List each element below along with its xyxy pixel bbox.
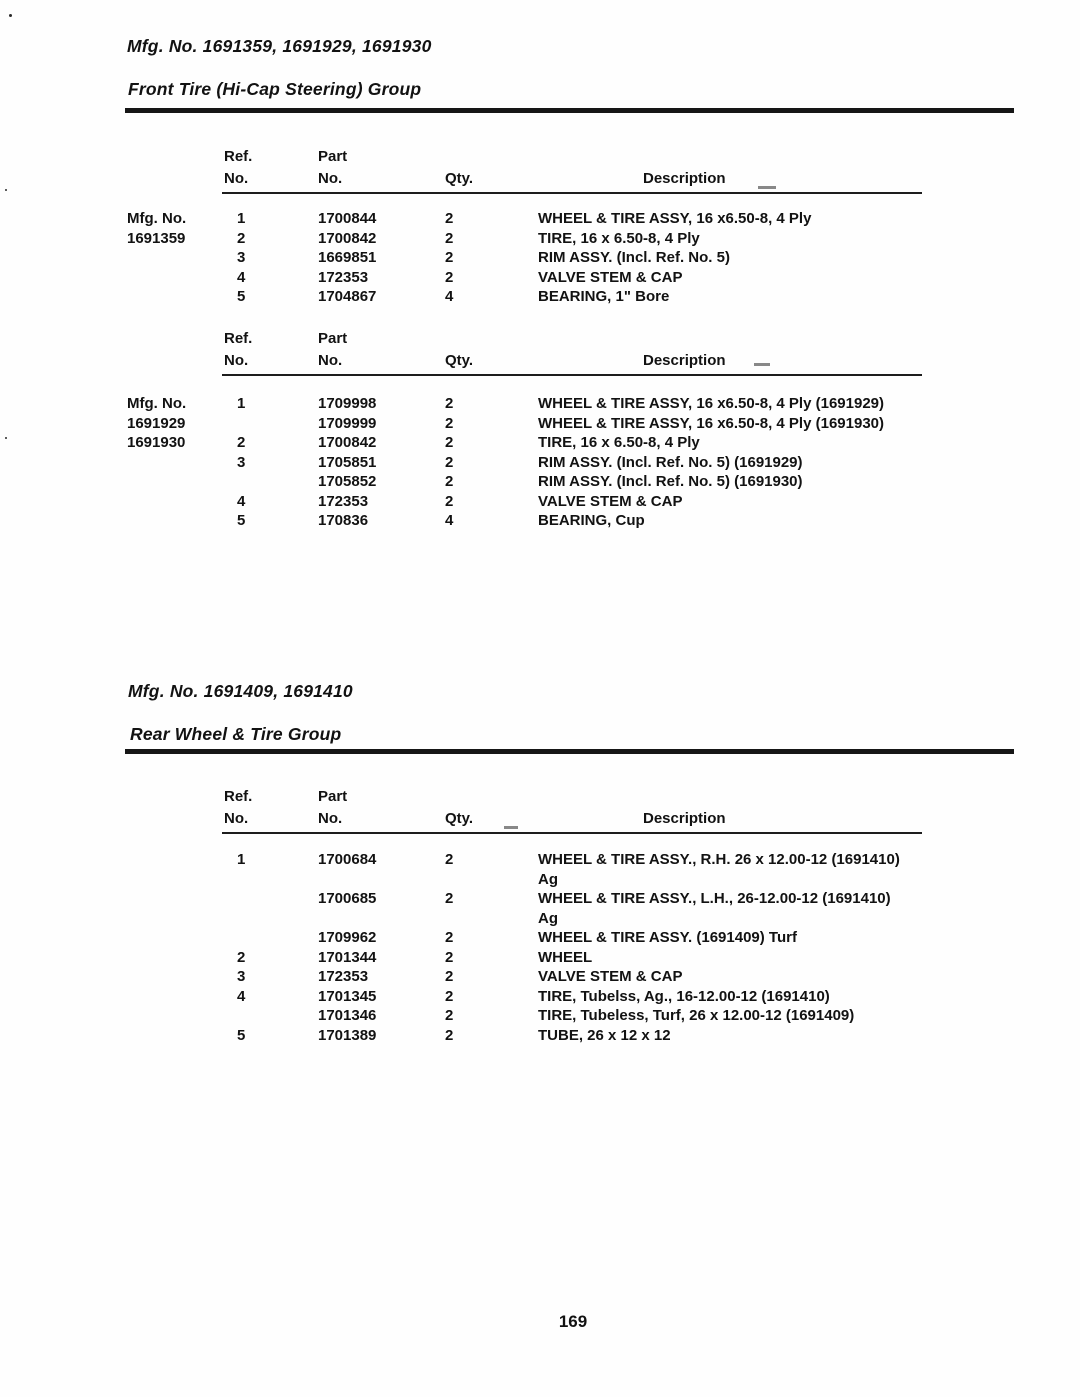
section-divider-rule bbox=[125, 108, 1014, 113]
table-header bbox=[222, 146, 930, 194]
ref-no-cell bbox=[222, 414, 317, 434]
qty-cell: 4 bbox=[445, 512, 454, 529]
col-header-description: Description bbox=[643, 810, 726, 827]
part-no-cell: 1700842 bbox=[318, 229, 377, 247]
table-row bbox=[222, 1026, 930, 1046]
table-header-rule bbox=[222, 374, 922, 376]
description-cell bbox=[538, 889, 930, 928]
col-header-part: Part bbox=[318, 330, 348, 347]
col-header-qty: Qty. bbox=[445, 810, 474, 827]
ref-no-cell: 5 bbox=[237, 1026, 246, 1044]
ref-no-cell: 5 bbox=[237, 512, 246, 529]
ref-no-cell bbox=[222, 889, 317, 928]
mfg-no-label-line: Mfg. No. bbox=[127, 210, 187, 227]
ref-no-cell bbox=[222, 1006, 317, 1026]
ref-no-cell: 2 bbox=[237, 948, 246, 966]
qty-cell: 2 bbox=[445, 268, 454, 286]
table-row bbox=[222, 394, 930, 414]
page-number: 169 bbox=[558, 1312, 588, 1331]
qty-cell: 2 bbox=[445, 249, 454, 266]
qty-cell: 2 bbox=[445, 395, 454, 412]
section-mfg-title: Mfg. No. 1691359, 1691929, 1691930 bbox=[127, 36, 432, 56]
ref-no-cell: 4 bbox=[237, 492, 246, 510]
table-header-row bbox=[222, 350, 930, 372]
ref-no-cell: 5 bbox=[237, 288, 246, 305]
table-header-rule bbox=[222, 192, 922, 194]
ref-no-cell: 3 bbox=[237, 968, 246, 985]
description-line: WHEEL & TIRE ASSY., L.H., 26-12.00-12 (1691410) bbox=[538, 890, 891, 907]
col-header-ref-no: No. bbox=[224, 810, 249, 827]
qty-cell: 2 bbox=[445, 1026, 454, 1044]
ref-no-cell: 2 bbox=[237, 434, 246, 451]
table-row bbox=[222, 987, 930, 1007]
mfg-no-label-line: Mfg. No. bbox=[127, 395, 187, 412]
mfg-no-label-line: 1691930 bbox=[127, 434, 186, 451]
section-group-title: Front Tire (Hi-Cap Steering) Group bbox=[128, 79, 422, 99]
table-row bbox=[222, 414, 930, 434]
table-header-row bbox=[222, 146, 930, 168]
col-header-ref: Ref. bbox=[224, 330, 253, 347]
description-cell: RIM ASSY. (Incl. Ref. No. 5) bbox=[538, 249, 730, 266]
section-divider-rule bbox=[125, 749, 1014, 754]
description-cell: BEARING, 1" Bore bbox=[538, 288, 670, 305]
table-row bbox=[222, 287, 930, 307]
part-no-cell: 1701344 bbox=[318, 948, 377, 966]
part-no-cell: 170836 bbox=[318, 512, 369, 529]
table-row bbox=[222, 248, 930, 268]
section-mfg-title: Mfg. No. 1691409, 1691410 bbox=[128, 681, 353, 701]
table-row bbox=[222, 268, 930, 288]
col-header-part-no: No. bbox=[318, 170, 343, 187]
mfg-no-label bbox=[127, 394, 186, 453]
qty-cell: 4 bbox=[445, 288, 454, 305]
part-no-cell: 172353 bbox=[318, 492, 369, 510]
description-cell: TIRE, 16 x 6.50-8, 4 Ply bbox=[538, 229, 700, 247]
col-header-ref-no: No. bbox=[224, 170, 249, 187]
ref-no-cell: 3 bbox=[237, 453, 246, 471]
table-row bbox=[222, 889, 930, 928]
part-no-cell: 1700684 bbox=[318, 851, 377, 868]
part-no-cell: 1700842 bbox=[318, 434, 377, 451]
col-header-part-no: No. bbox=[318, 352, 343, 369]
table-header-row bbox=[222, 168, 930, 190]
description-cell: WHEEL & TIRE ASSY, 16 x6.50-8, 4 Ply bbox=[538, 210, 812, 227]
qty-cell: 2 bbox=[445, 987, 454, 1005]
qty-cell: 2 bbox=[445, 890, 454, 907]
qty-cell: 2 bbox=[445, 929, 454, 946]
table-row bbox=[222, 453, 930, 473]
part-no-cell: 1704867 bbox=[318, 288, 377, 305]
col-header-part-no: No. bbox=[318, 810, 343, 827]
description-cell: RIM ASSY. (Incl. Ref. No. 5) (1691930) bbox=[538, 473, 803, 490]
table-row bbox=[222, 1006, 930, 1026]
description-cell: VALVE STEM & CAP bbox=[538, 268, 683, 286]
mfg-no-label-line: 1691359 bbox=[127, 229, 186, 247]
ref-no-cell bbox=[222, 928, 317, 948]
description-cell: VALVE STEM & CAP bbox=[538, 968, 683, 985]
table-row bbox=[222, 928, 930, 948]
description-cell: WHEEL & TIRE ASSY. (1691409) Turf bbox=[538, 929, 797, 946]
table-row bbox=[222, 492, 930, 512]
ref-no-cell: 1 bbox=[237, 851, 246, 868]
description-cell: WHEEL & TIRE ASSY, 16 x6.50-8, 4 Ply (1691929) bbox=[538, 395, 884, 412]
table-row bbox=[222, 511, 930, 531]
table-body bbox=[222, 850, 930, 1045]
description-line: Ag bbox=[538, 870, 558, 888]
description-cell: WHEEL bbox=[538, 948, 593, 966]
scan-artifact-dot bbox=[5, 437, 7, 439]
description-cell: TIRE, Tubelss, Ag., 16-12.00-12 (1691410) bbox=[538, 987, 830, 1005]
table-header-row bbox=[222, 786, 930, 808]
part-no-cell: 1709999 bbox=[318, 414, 377, 432]
description-line: Ag bbox=[538, 909, 558, 927]
col-header-description: Description bbox=[643, 170, 726, 187]
part-no-cell: 1700844 bbox=[318, 210, 377, 227]
col-header-ref-no: No. bbox=[224, 352, 249, 369]
description-cell bbox=[538, 850, 930, 889]
table-header-row bbox=[222, 328, 930, 350]
section-group-title: Rear Wheel & Tire Group bbox=[130, 724, 342, 744]
description-cell: TIRE, Tubeless, Turf, 26 x 12.00-12 (1691409) bbox=[538, 1007, 855, 1024]
table-header bbox=[222, 786, 930, 834]
ref-no-cell: 1 bbox=[237, 395, 246, 412]
part-no-cell: 172353 bbox=[318, 268, 369, 286]
part-no-cell: 1705852 bbox=[318, 473, 377, 490]
description-cell: RIM ASSY. (Incl. Ref. No. 5) (1691929) bbox=[538, 453, 803, 471]
qty-cell: 2 bbox=[445, 851, 454, 868]
description-cell: TUBE, 26 x 12 x 12 bbox=[538, 1026, 671, 1044]
table-row bbox=[222, 229, 930, 249]
qty-cell: 2 bbox=[445, 492, 454, 510]
qty-cell: 2 bbox=[445, 434, 454, 451]
part-no-cell: 1701345 bbox=[318, 987, 377, 1005]
ref-no-cell: 1 bbox=[237, 210, 246, 227]
ref-no-cell bbox=[222, 472, 317, 492]
table-header bbox=[222, 328, 930, 376]
part-no-cell: 1669851 bbox=[318, 249, 377, 266]
table-row bbox=[222, 850, 930, 889]
scan-artifact-dot bbox=[9, 14, 12, 17]
col-header-ref: Ref. bbox=[224, 148, 253, 165]
col-header-part: Part bbox=[318, 148, 348, 165]
mfg-no-label bbox=[127, 209, 186, 248]
col-header-qty: Qty. bbox=[445, 352, 474, 369]
part-no-cell: 1700685 bbox=[318, 890, 377, 907]
part-no-cell: 172353 bbox=[318, 968, 369, 985]
col-header-description: Description bbox=[643, 352, 726, 369]
table-row bbox=[222, 948, 930, 968]
description-cell: TIRE, 16 x 6.50-8, 4 Ply bbox=[538, 434, 700, 451]
col-header-part: Part bbox=[318, 788, 348, 805]
description-cell: VALVE STEM & CAP bbox=[538, 492, 683, 510]
ref-no-cell: 4 bbox=[237, 268, 246, 286]
table-row bbox=[222, 967, 930, 987]
ref-no-cell: 3 bbox=[237, 249, 246, 266]
qty-cell: 2 bbox=[445, 229, 454, 247]
description-cell: WHEEL & TIRE ASSY, 16 x6.50-8, 4 Ply (1691930) bbox=[538, 414, 884, 432]
table-header-rule bbox=[222, 832, 922, 834]
part-no-cell: 1705851 bbox=[318, 453, 377, 471]
qty-cell: 2 bbox=[445, 414, 454, 432]
qty-cell: 2 bbox=[445, 948, 454, 966]
part-no-cell: 1709962 bbox=[318, 929, 377, 946]
qty-cell: 2 bbox=[445, 473, 454, 490]
table-header-row bbox=[222, 808, 930, 830]
ref-no-cell: 4 bbox=[237, 987, 246, 1005]
scan-artifact-dot bbox=[5, 189, 7, 191]
qty-cell: 2 bbox=[445, 210, 454, 227]
col-header-ref: Ref. bbox=[224, 788, 253, 805]
part-no-cell: 1709998 bbox=[318, 395, 377, 412]
description-cell: BEARING, Cup bbox=[538, 512, 645, 529]
description-line: WHEEL & TIRE ASSY., R.H. 26 x 12.00-12 (1691410) bbox=[538, 851, 900, 868]
col-header-qty: Qty. bbox=[445, 170, 474, 187]
part-no-cell: 1701389 bbox=[318, 1026, 377, 1044]
ref-no-cell: 2 bbox=[237, 229, 246, 247]
qty-cell: 2 bbox=[445, 968, 454, 985]
qty-cell: 2 bbox=[445, 1007, 454, 1024]
table-body bbox=[222, 394, 930, 531]
mfg-no-label-line: 1691929 bbox=[127, 414, 186, 432]
table-row bbox=[222, 209, 930, 229]
part-no-cell: 1701346 bbox=[318, 1007, 377, 1024]
table-body bbox=[222, 209, 930, 307]
table-row bbox=[222, 472, 930, 492]
qty-cell: 2 bbox=[445, 453, 454, 471]
table-row bbox=[222, 433, 930, 453]
